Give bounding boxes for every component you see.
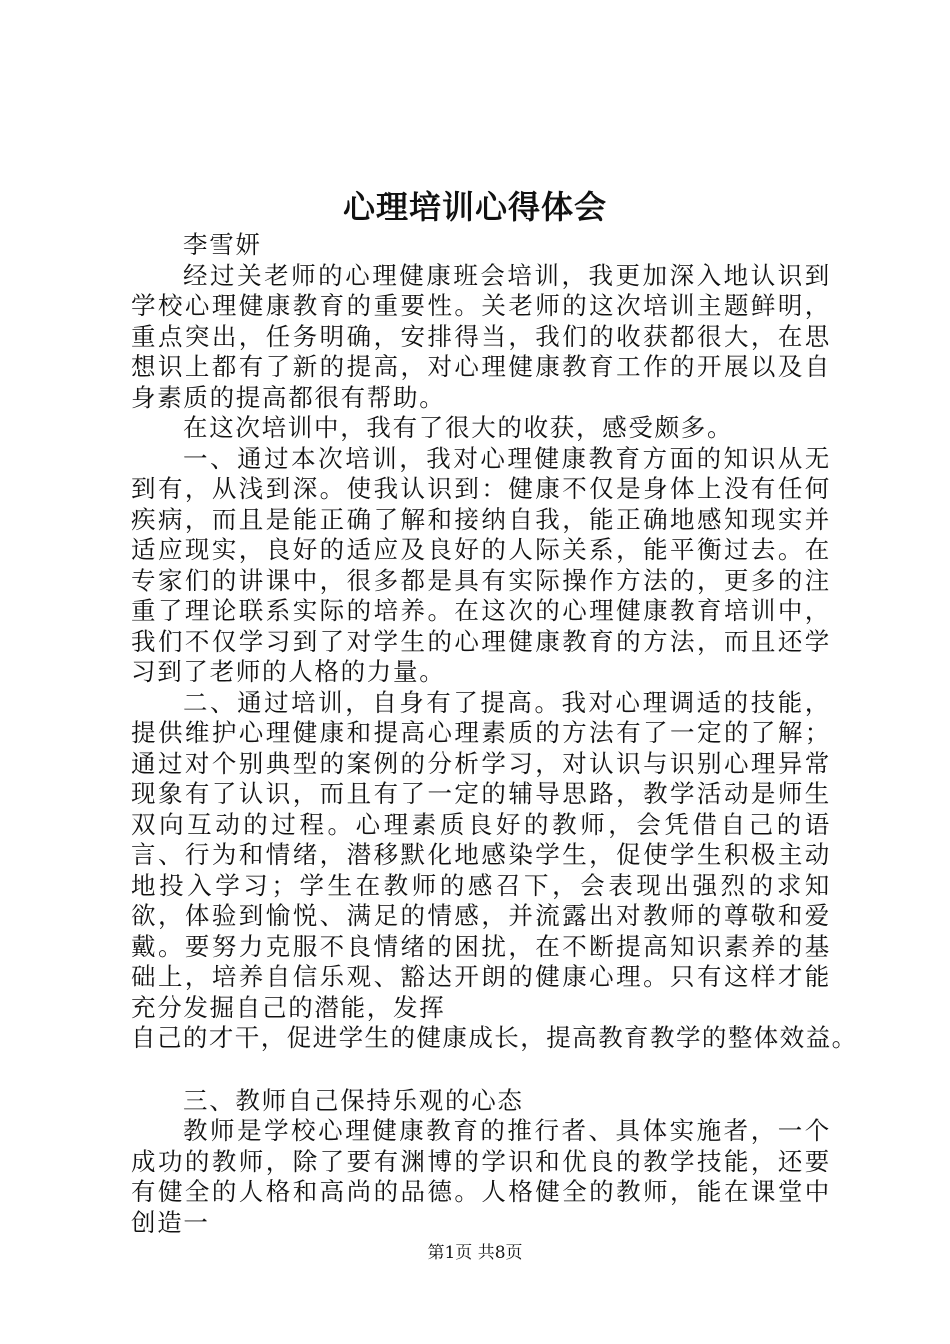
paragraph-spacer [131, 1054, 831, 1086]
paragraph-intro: 经过关老师的心理健康班会培训，我更加深入地认识到学校心理健康教育的重要性。关老师的这次培训主题鲜明，重点突出，任务明确，安排得当，我们的收获都很大，在思想识上都有了新的提高，对心理健康教育工作的开展以及自身素质的提高都很有帮助。 [131, 260, 831, 412]
paragraph-section-two-end: 自己的才干，促进学生的健康成长，提高教育教学的整体效益。 [131, 1023, 858, 1052]
page-number-footer: 第1页 共8页 [427, 1243, 523, 1263]
document-title: 心理培训心得体会 [342, 188, 607, 226]
author-line: 李雪妍 [183, 230, 262, 259]
document-body [131, 230, 858, 1238]
paragraph-section-one: 一、通过本次培训，我对心理健康教育方面的知识从无到有，从浅到深。使我认识到：健康不仅是身体上没有任何疾病，而且是能正确了解和接纳自我，能正确地感知现实并适应现实，良好的适应及良好的人际关系，能平衡过去。在专家们的讲课中，很多都是具有实际操作方法的，更多的注重了理论联系实际的培养。在这次的心理健康教育培训中，我们不仅学习到了对学生的心理健康教育的方法，而且还学习到了老师的人格的力量。 [131, 443, 831, 686]
paragraph-section-two: 二、通过培训，自身有了提高。我对心理调适的技能，提供维护心理健康和提高心理素质的方法有了一定的了解；通过对个别典型的案例的分析学习，对认识与识别心理异常现象有了认识，而且有了一定的辅导思路，教学活动是师生双向互动的过程。心理素质良好的教师，会凭借自己的语言、行为和情绪，潜移默化地感染学生，促使学生积极主动地投入学习；学生在教师的感召下，会表现出强烈的求知欲，体验到愉悦、满足的情感，并流露出对教师的尊敬和爱戴。要努力克服不良情绪的困扰，在不断提高知识素养的基础上，培养自信乐观、豁达开朗的健康心理。只有这样才能充分发掘自己的潜能，发挥 [131, 687, 831, 1022]
paragraph-section-three: 教师是学校心理健康教育的推行者、具体实施者，一个成功的教师，除了要有渊博的学识和优良的教学技能，还要有健全的人格和高尚的品德。人格健全的教师，能在课堂中创造一 [131, 1116, 831, 1237]
paragraph-summary: 在这次培训中，我有了很大的收获，感受颇多。 [183, 413, 734, 442]
section-three-heading: 三、教师自己保持乐观的心态 [183, 1085, 524, 1115]
